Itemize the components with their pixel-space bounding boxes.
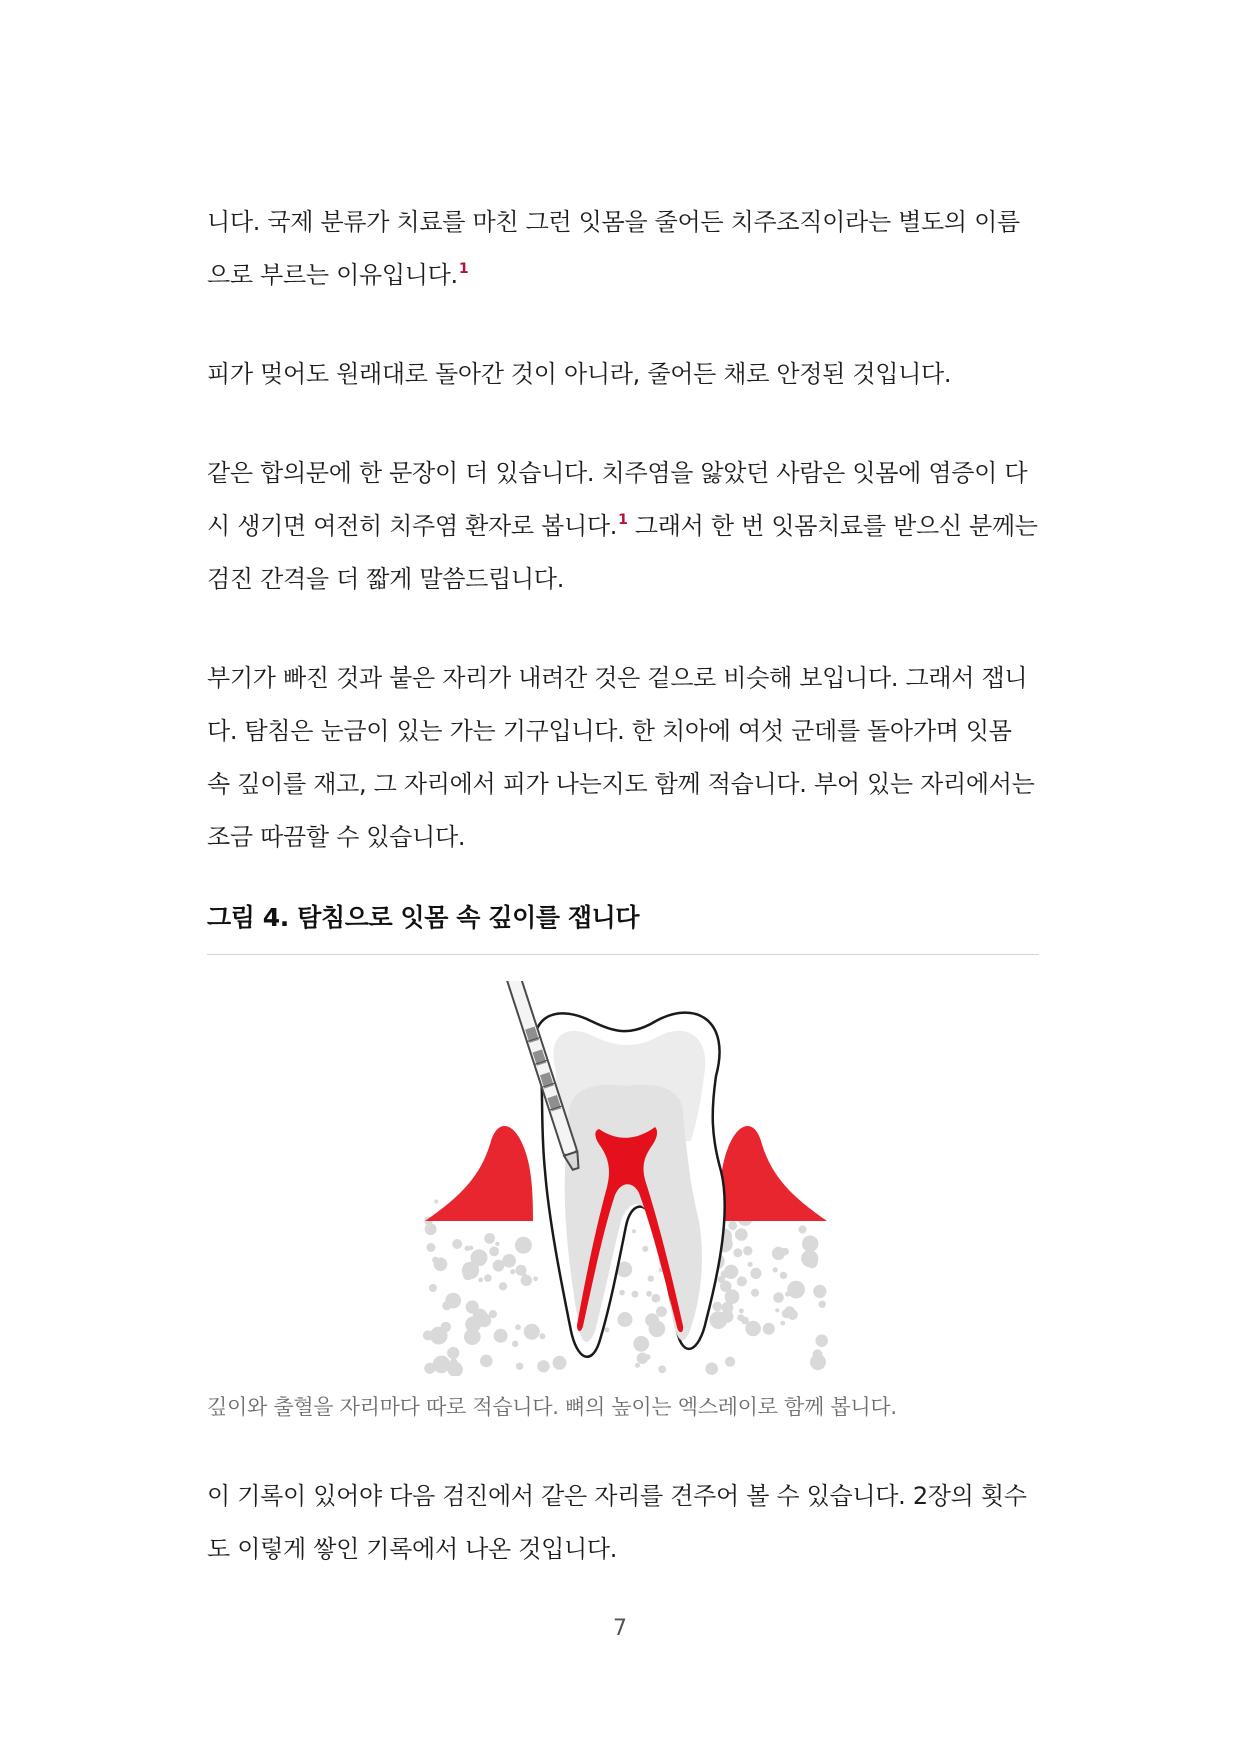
bone-dot (656, 1306, 667, 1317)
bone-dot (489, 1247, 499, 1257)
figure-divider (207, 954, 1039, 955)
bone-dot (494, 1329, 508, 1343)
bone-dot (648, 1275, 654, 1281)
figure-title: 그림 4. 탐침으로 잇몸 속 깊이를 잽니다 (207, 903, 640, 932)
bone-dot (802, 1236, 818, 1252)
bone-dot (748, 1262, 753, 1267)
paragraph-line (207, 500, 1047, 553)
paragraph-line: 다. 탐침은 눈금이 있는 가는 기구입니다. 한 치아에 여섯 군데를 돌아가며 잇몸 (207, 717, 1012, 745)
bone-dot (445, 1293, 461, 1309)
bone-dot (471, 1249, 488, 1266)
paragraph-text: 그래서 한 번 잇몸치료를 받으신 분께는 (627, 512, 1038, 540)
bone-dot (516, 1363, 523, 1370)
bone-dot (737, 1314, 744, 1321)
paragraph-line: 조금 따끔할 수 있습니다. (207, 823, 466, 851)
bone-dot (763, 1323, 775, 1335)
bone-dot (429, 1284, 437, 1292)
bone-dot (433, 1356, 451, 1374)
bone-dot (710, 1311, 728, 1329)
bone-dot (725, 1289, 740, 1304)
bone-dot (515, 1324, 521, 1330)
bone-dot (728, 1221, 737, 1230)
bone-dot (649, 1321, 666, 1338)
bone-dot (512, 1341, 518, 1347)
bone-dot (425, 1223, 437, 1235)
bone-dot (807, 1257, 818, 1268)
figure-illustration (207, 981, 1039, 1376)
bone-dot (434, 1199, 438, 1203)
bone-dot (775, 1308, 779, 1312)
bone-dot (632, 1229, 636, 1233)
bone-dot (480, 1355, 493, 1368)
paragraph-line: 니다. 국제 분류가 치료를 마친 그런 잇몸을 줄어든 치주조직이라는 별도의 이름 (207, 208, 1020, 236)
bone-dot (489, 1310, 497, 1318)
bone-dot (426, 1243, 435, 1252)
bone-dot (484, 1233, 495, 1244)
tooth-probe-illustration (421, 981, 831, 1376)
bone-dot (466, 1300, 479, 1313)
bone-dot (502, 1254, 516, 1268)
bone-dot (635, 1363, 640, 1368)
bone-dot (735, 1228, 748, 1241)
bone-dot (484, 1274, 492, 1282)
bone-dot (721, 1271, 729, 1279)
paragraph-text: 시 생기면 여전히 치주염 환자로 봅니다. (207, 512, 618, 540)
bone-dot (632, 1291, 639, 1298)
bone-dot (798, 1225, 806, 1233)
bone-dot (646, 1291, 652, 1297)
bone-dot (652, 1294, 661, 1303)
bone-dot (539, 1333, 545, 1339)
paragraph-line: 부기가 빠진 것과 붙은 자리가 내려간 것은 겉으로 비슷해 보입니다. 그래서 잽니 (207, 664, 1028, 692)
bone-dot (790, 1283, 797, 1290)
bone-dot (773, 1267, 778, 1272)
bone-dot (813, 1285, 826, 1298)
bone-dot (750, 1268, 761, 1279)
footnote-marker[interactable]: 1 (618, 512, 628, 528)
bone-dot (465, 1246, 470, 1251)
bone-dot (522, 1274, 527, 1279)
bone-dot (618, 1312, 633, 1327)
bone-dot (712, 1302, 722, 1312)
bone-dot (432, 1257, 439, 1264)
bone-dot (553, 1356, 567, 1370)
bone-dot (745, 1321, 761, 1337)
bone-dot (430, 1327, 448, 1345)
bone-dot (478, 1278, 483, 1283)
bone-dot (645, 1354, 650, 1359)
bone-dot (819, 1301, 826, 1308)
bone-dot (524, 1324, 540, 1340)
paragraph-line: 이 기록이 있어야 다음 검진에서 같은 자리를 견주어 볼 수 있습니다. 2장의 횟수 (207, 1482, 1027, 1510)
bone-dot (705, 1362, 718, 1375)
bone-dot (658, 1365, 666, 1373)
bone-dot (814, 1352, 821, 1359)
bone-dot (510, 1269, 515, 1274)
bone-dot (780, 1272, 787, 1279)
page-number: 7 (613, 1616, 627, 1641)
bone-dot (633, 1336, 649, 1352)
paragraph-text: 으로 부르는 이유입니다. (207, 261, 458, 289)
bone-dot (452, 1239, 462, 1249)
bone-dot (773, 1292, 784, 1303)
paragraph-line: 같은 합의문에 한 문장이 더 있습니다. 치주염을 앓았던 사람은 잇몸에 염증이 다 (207, 459, 1028, 487)
bone-dot (772, 1247, 785, 1260)
bone-dot (619, 1264, 631, 1276)
bone-dot (725, 1357, 735, 1367)
footnote-marker[interactable]: 1 (458, 261, 469, 277)
gum-left (425, 1126, 533, 1221)
document-page (207, 196, 1047, 1576)
bone-dot (447, 1347, 459, 1359)
bone-dot (642, 1246, 648, 1252)
bone-dot (785, 1291, 790, 1296)
bone-dot (604, 1327, 609, 1332)
paragraph-5 (207, 1470, 1047, 1576)
bone-dot (424, 1363, 435, 1374)
bone-dot (495, 1242, 499, 1246)
bone-dot (782, 1309, 791, 1318)
bone-dot (537, 1360, 549, 1372)
bone-dot (533, 1276, 538, 1281)
paragraph-line: 속 깊이를 재고, 그 자리에서 피가 나는지도 함께 적습니다. 부어 있는 자리에서는 (207, 770, 1035, 798)
gum-right (719, 1126, 827, 1221)
bone-dot (751, 1289, 759, 1297)
paragraph-line (207, 249, 1047, 302)
figure-caption: 깊이와 출혈을 자리마다 따로 적습니다. 뼈의 높이는 엑스레이로 함께 봅니다. (207, 1395, 897, 1419)
paragraph-line: 도 이렇게 쌓인 기록에서 나온 것입니다. (207, 1535, 618, 1563)
bone-dot (733, 1248, 742, 1257)
bone-dot (739, 1308, 744, 1313)
paragraph-3 (207, 447, 1047, 606)
bone-dot (463, 1270, 473, 1280)
bone-dot (515, 1237, 532, 1254)
paragraph-1 (207, 196, 1047, 302)
bone-dot (499, 1282, 507, 1290)
paragraph-line: 피가 멎어도 원래대로 돌아간 것이 아니라, 줄어든 채로 안정된 것입니다. (207, 360, 952, 388)
bone-dot (619, 1290, 625, 1296)
bone-dot (780, 1321, 785, 1326)
paragraph-2 (207, 348, 1047, 401)
bone-dot (743, 1246, 752, 1255)
paragraph-4 (207, 652, 1047, 864)
bone-dot (815, 1334, 828, 1347)
paragraph-line: 검진 간격을 더 짧게 말씀드립니다. (207, 565, 565, 593)
bone-dot (737, 1276, 747, 1286)
